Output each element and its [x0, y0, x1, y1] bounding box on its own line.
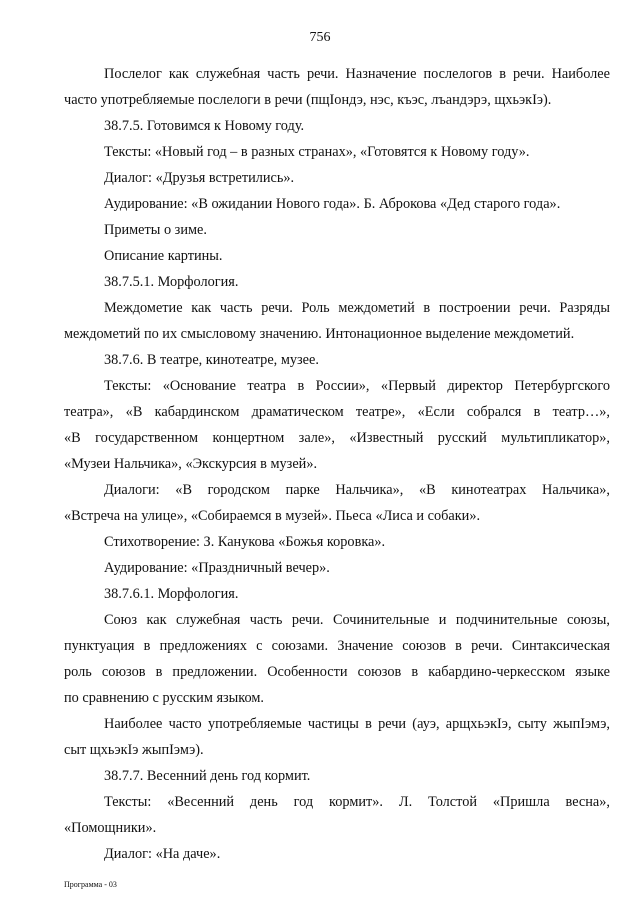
text-line: 38.7.6. В театре, кинотеатре, музее. [104, 352, 319, 368]
text-line: Аудирование: «В ожидании Нового года». Б. Аброкова «Дед старого года». [104, 196, 561, 212]
text-line: Описание картины. [104, 248, 223, 264]
footer-label: Программа - 03 [64, 880, 117, 889]
text-line: Междометие как часть речи. Роль междометий в построении речи. Разряды [104, 300, 610, 316]
text-line: Союз как служебная часть речи. Сочинительные и подчинительные союзы, [104, 612, 610, 628]
text-line: Диалог: «На даче». [104, 846, 221, 862]
text-line: «В государственном концертном зале», «Известный русский мультипликатор», [64, 430, 610, 446]
text-line: сыт щхьэкIэ жыпIэмэ). [64, 742, 204, 758]
text-line: 38.7.6.1. Морфология. [104, 586, 239, 602]
text-line: «Встреча на улице», «Собираемся в музей». Пьеса «Лиса и собаки». [64, 508, 481, 524]
text-line: 38.7.5.1. Морфология. [104, 274, 239, 290]
text-line: Тексты: «Новый год – в разных странах», «Готовятся к Новому году». [104, 144, 530, 160]
text-line: «Музеи Нальчика», «Экскурсия в музей». [64, 456, 318, 472]
text-line: Тексты: «Весенний день год кормит». Л. Толстой «Пришла весна», [104, 794, 610, 810]
text-line: Послелог как служебная часть речи. Назначение послелогов в речи. Наиболее [104, 66, 610, 82]
text-line: по сравнению с русским языком. [64, 690, 265, 706]
text-line: роль союзов в предложении. Особенности союзов в кабардино-черкесском языке [64, 664, 610, 680]
text-line: театра», «В кабардинском драматическом театре», «Если собрался в театр…», [64, 404, 610, 420]
text-line: Диалог: «Друзья встретились». [104, 170, 295, 186]
text-line: пунктуация в предложениях с союзами. Значение союзов в речи. Синтаксическая [64, 638, 610, 654]
text-line: Диалоги: «В городском парке Нальчика», «В кинотеатрах Нальчика», [104, 482, 610, 498]
text-line: часто употребляемые послелоги в речи (пщIондэ, нэс, къэс, лъандэрэ, щхьэкIэ). [64, 92, 552, 108]
document-body [64, 61, 610, 867]
text-line: 38.7.7. Весенний день год кормит. [104, 768, 311, 784]
text-line: Тексты: «Основание театра в России», «Первый директор Петербургского [104, 378, 610, 394]
text-line: Аудирование: «Праздничный вечер». [104, 560, 330, 576]
text-line: Наиболее часто употребляемые частицы в речи (ауэ, арщхьэкIэ, сыту жыпIэмэ, [104, 716, 610, 732]
text-line: 38.7.5. Готовимся к Новому году. [104, 118, 305, 134]
text-line: Стихотворение: З. Канукова «Божья коровка». [104, 534, 386, 550]
text-line: Приметы о зиме. [104, 222, 207, 238]
text-line: междометий по их смысловому значению. Интонационное выделение междометий. [64, 326, 575, 342]
text-line: «Помощники». [64, 820, 157, 836]
page-number: 756 [309, 30, 331, 45]
